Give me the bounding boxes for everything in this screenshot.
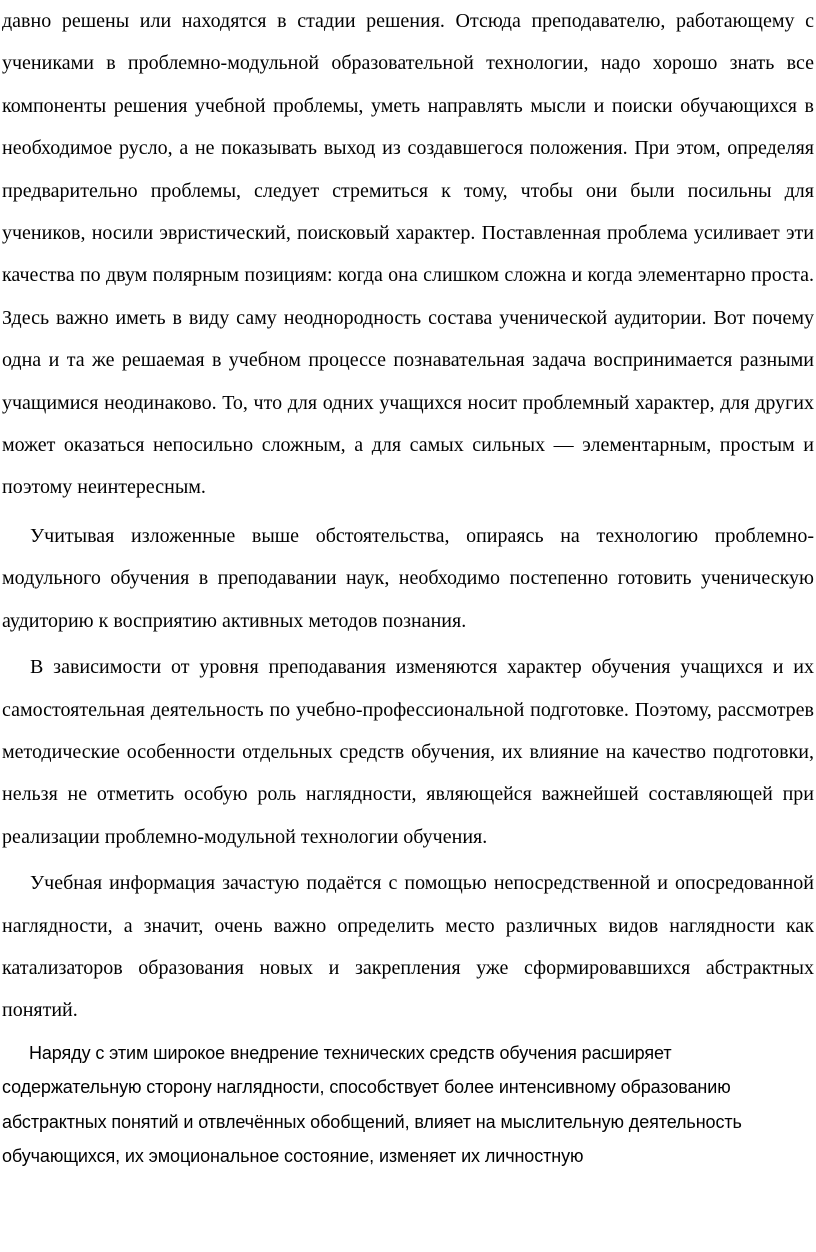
paragraph-3: В зависимости от уровня преподавания изменяются характер обучения учащихся и их самостоятельная деятельность по учебно-профессиональной подготовке. Поэтому, рассмотрев методические особенности отдельных средств обучения, их влияние на качество подготовки, нельзя не отметить особую роль наглядности, являющейся важнейшей составляющей при реализации проблемно-модульной технологии обучения. xyxy=(2,656,814,848)
paragraph-2: Учитывая изложенные выше обстоятельства, опираясь на технологию проблемно-модульного обучения в преподавании наук, необходимо постепенно готовить ученическую аудиторию к восприятию активных методов познания. xyxy=(2,524,814,632)
paragraph-1: давно решены или находятся в стадии решения. Отсюда преподавателю, работающему с учениками в проблемно-модульной образовательной технологии, надо хорошо знать все компоненты решения учебной проблемы, уметь направлять мысли и поиски обучающихся в необходимое русло, а не показывать выход из создавшегося положения. При этом, определяя предварительно проблемы, следует стремиться к тому, чтобы они были посильны для учеников, носили эвристический, поисковый характер. Поставленная проблема усиливает эти качества по двум полярным позициям: когда она слишком сложна и когда элементарно проста. Здесь важно иметь в виду саму неоднородность состава ученической аудитории. Вот почему одна и та же решаемая в учебном процессе познавательная задача воспринимается разными учащимися неодинаково. То, что для одних учащихся носит проблемный характер, для других может оказаться непосильно сложным, а для самых сильных — элементарным, простым и поэтому неинтересным. xyxy=(2,10,814,499)
paragraph-4: Учебная информация зачастую подаётся с помощью непосредственной и опосредованной наглядности, а значит, очень важно определить место различных видов наглядности как катализаторов образования новых и закрепления уже сформировавшихся абстрактных понятий. xyxy=(2,872,814,1022)
paragraph-5: Наряду с этим широкое внедрение технических средств обучения расширяет содержательную сторону наглядности, способствует более интенсивному образованию абстрактных понятий и отвлечённых обобщений, влияет на мыслительную деятельность обучающихся, их эмоциональное состояние, изменяет их личностную xyxy=(2,1042,742,1167)
